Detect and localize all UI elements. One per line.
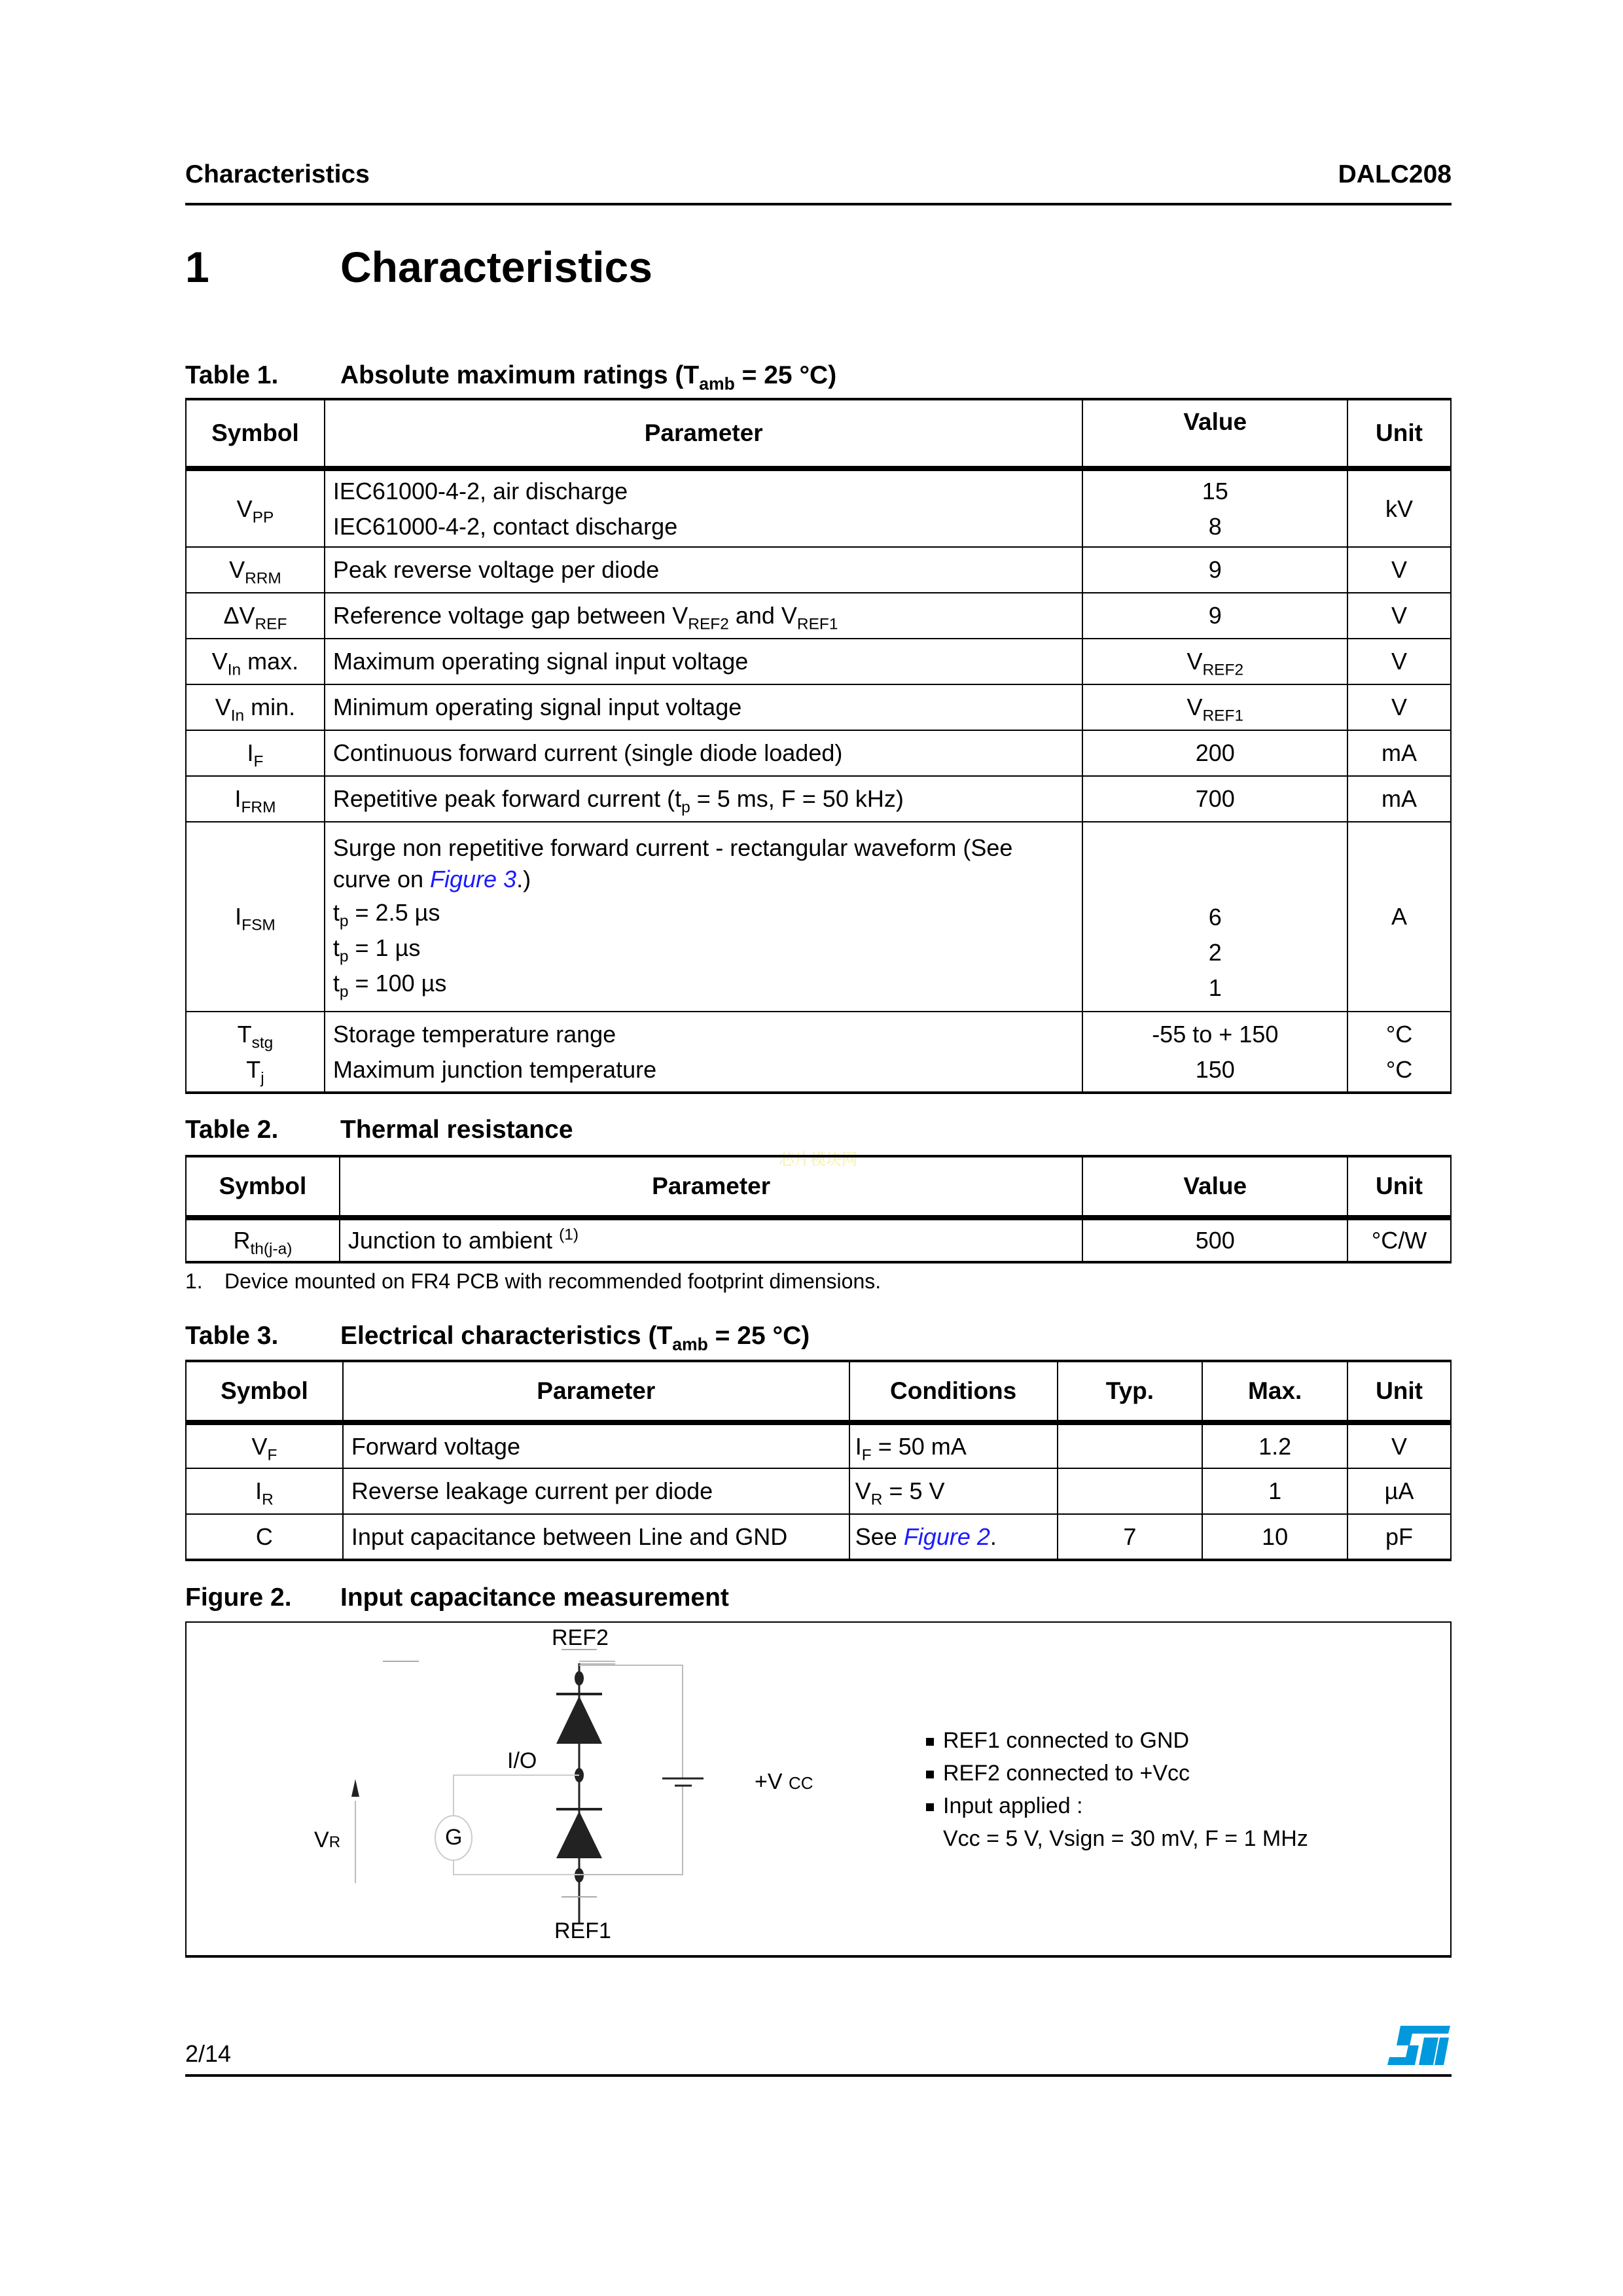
figure-2-link[interactable]: Figure 2 (903, 1523, 990, 1550)
figure-3-link[interactable]: Figure 3 (429, 866, 517, 892)
vcc-main: +V (755, 1769, 783, 1794)
parameter-cell (340, 1218, 1083, 1262)
table2-title: Thermal resistance (340, 1116, 573, 1144)
parameter-cell: Reverse leakage current per diode (343, 1468, 849, 1514)
parameter-text: Reference voltage gap between V (332, 602, 688, 629)
parameter-cell: Maximum operating signal input voltage (325, 639, 1083, 684)
typ-cell: 7 (1058, 1514, 1203, 1560)
symbol (194, 1017, 316, 1052)
table1-label: Table 1. (185, 361, 279, 389)
table-row (186, 822, 1451, 1012)
table1-title-sub: amb (699, 374, 735, 394)
table-row (186, 776, 1451, 822)
condition-text: = 50 mA (871, 1432, 967, 1460)
figure2-label: Figure 2. (185, 1583, 292, 1612)
value: V (1186, 648, 1203, 675)
symbol: I (247, 739, 254, 766)
column-header: Parameter (325, 399, 1083, 468)
parameter-text: curve on (332, 866, 430, 892)
parameter-text: and V (728, 602, 797, 629)
table-row (186, 1468, 1451, 1514)
condition-sub: p (339, 947, 349, 966)
condition-text: See (855, 1523, 904, 1550)
parameter-cell: Minimum operating signal input voltage (325, 684, 1083, 730)
note-item (926, 1822, 1308, 1855)
note-text: REF1 connected to GND (943, 1728, 1190, 1753)
value-cell (1082, 468, 1347, 547)
page-title: Characteristics (340, 243, 652, 291)
node-ref2-icon (575, 1671, 584, 1686)
table-row (186, 1422, 1451, 1468)
symbol: C (255, 1523, 273, 1550)
symbol-sub: In (230, 707, 245, 725)
condition-text: t (332, 970, 340, 997)
symbol-sub: stg (251, 1034, 274, 1052)
condition-sub: F (861, 1446, 872, 1464)
footer-rule (185, 2074, 1452, 2077)
column-header: Unit (1347, 399, 1451, 468)
table3-title-post: = 25 °C) (707, 1322, 810, 1350)
parameter-cell (325, 593, 1083, 639)
condition-text: = 100 µs (348, 970, 447, 997)
label-io: I/O (507, 1748, 537, 1773)
parameter-cell: Peak reverse voltage per diode (325, 547, 1083, 593)
value-sub: REF2 (1202, 661, 1244, 679)
parameter-text: Repetitive peak forward current (t (332, 785, 682, 812)
symbol-cell (186, 1514, 343, 1560)
value-cell (1082, 1012, 1347, 1093)
vcc-sub: CC (789, 1773, 813, 1793)
symbol-cell (186, 1012, 325, 1093)
footnote-number: 1. (185, 1269, 203, 1293)
condition-text: . (990, 1523, 997, 1550)
value: 150 (1195, 1055, 1235, 1083)
label-vcc (755, 1769, 813, 1795)
condition-text: = 2.5 µs (348, 899, 440, 926)
unit-cell: V (1347, 547, 1451, 593)
footnote-text: Device mounted on FR4 PCB with recommended footprint dimensions. (224, 1269, 882, 1293)
parameter-sub: REF1 (796, 615, 838, 633)
column-header: Symbol (186, 1361, 343, 1422)
table-electrical-characteristics (185, 1360, 1452, 1561)
table1-caption (185, 361, 837, 394)
label-ref1: REF1 (554, 1918, 611, 1943)
label-generator: G (445, 1825, 463, 1850)
value-cell (1082, 822, 1347, 1012)
symbol-post: min. (244, 694, 296, 720)
unit-cell: °C/W (1347, 1218, 1451, 1262)
vr-main: V (314, 1828, 329, 1852)
symbol-sub: th(j-a) (250, 1240, 293, 1258)
table-thermal-resistance (185, 1155, 1452, 1263)
parameter-cell (325, 1012, 1083, 1093)
column-header: Symbol (186, 1156, 340, 1218)
unit-cell: V (1347, 684, 1451, 730)
symbol-sub: R (262, 1491, 274, 1509)
value-cell: 500 (1082, 1218, 1347, 1262)
parameter-text: = 5 ms, F = 50 kHz) (690, 785, 904, 812)
table-header-row (186, 1361, 1451, 1422)
table-row (186, 593, 1451, 639)
value-sub: REF1 (1202, 707, 1244, 725)
unit: °C (1385, 1020, 1413, 1048)
symbol-post: max. (241, 648, 299, 675)
table-row (186, 730, 1451, 776)
symbol-cell (186, 730, 325, 776)
parameter-line: Maximum junction temperature (332, 1055, 657, 1083)
parameter-text: .) (516, 866, 531, 892)
symbol-sub: j (260, 1069, 264, 1087)
symbol-main: T (237, 1020, 252, 1048)
unit-cell: V (1347, 1422, 1451, 1468)
symbol-cell (186, 822, 325, 1012)
column-header: Unit (1347, 1156, 1451, 1218)
symbol: I (255, 1477, 262, 1504)
table-row (186, 547, 1451, 593)
parameter-line: Surge non repetitive forward current - rectangular waveform (See (332, 834, 1013, 861)
typ-cell (1058, 1422, 1203, 1468)
value: 2 (1208, 939, 1222, 966)
table-row (186, 1218, 1451, 1262)
symbol: V (251, 1432, 268, 1460)
value-cell (1082, 639, 1347, 684)
table1-title: Absolute maximum ratings (T (340, 361, 700, 389)
table2-footnote (185, 1269, 881, 1294)
table-header-row (186, 399, 1451, 468)
condition-line (333, 966, 1075, 1001)
parameter-cell (325, 822, 1083, 1012)
symbol-cell (186, 1218, 340, 1262)
symbol: I (234, 785, 241, 812)
symbol-main: T (246, 1055, 261, 1083)
conditions-cell (849, 1468, 1058, 1514)
symbol-sub: F (267, 1446, 277, 1464)
column-header: Conditions (849, 1361, 1058, 1422)
column-header: Typ. (1058, 1361, 1203, 1422)
note-text: REF2 connected to +Vcc (943, 1761, 1190, 1786)
condition-text: = 5 V (882, 1477, 945, 1504)
value: V (1186, 694, 1203, 720)
parameter-cell: Continuous forward current (single diode loaded) (325, 730, 1083, 776)
max-cell: 1.2 (1202, 1422, 1347, 1468)
symbol-sub: REF (255, 615, 287, 633)
parameter-line (333, 864, 1075, 895)
bullet-icon (926, 1738, 934, 1746)
max-cell: 1 (1202, 1468, 1347, 1514)
parameter-line: IEC61000-4-2, air discharge (332, 477, 628, 504)
page-number: 2/14 (185, 2040, 232, 2067)
vr-arrow-icon (351, 1779, 359, 1797)
table3-title: Electrical characteristics (T (340, 1322, 673, 1350)
table-row (186, 1012, 1451, 1093)
conditions-cell (849, 1514, 1058, 1560)
symbol-sub: In (227, 661, 241, 679)
conditions-cell (849, 1422, 1058, 1468)
figure2-title: Input capacitance measurement (340, 1583, 729, 1612)
symbol-cell (186, 639, 325, 684)
table2-caption (185, 1116, 573, 1144)
table-row (186, 1514, 1451, 1560)
table3-caption (185, 1322, 810, 1354)
note-text: Vcc = 5 V, Vsign = 30 mV, F = 1 MHz (943, 1826, 1308, 1851)
running-header-part-number: DALC208 (1338, 160, 1452, 188)
table1-title-post: = 25 °C) (734, 361, 837, 389)
table-row (186, 639, 1451, 684)
table-absolute-maximum-ratings (185, 398, 1452, 1094)
typ-cell (1058, 1468, 1203, 1514)
condition-text: t (332, 899, 340, 926)
figure2-notes (926, 1724, 1308, 1855)
max-cell: 10 (1202, 1514, 1347, 1560)
symbol: I (235, 903, 242, 930)
symbol-sub: PP (252, 508, 274, 527)
parameter-sub: REF2 (688, 615, 729, 633)
diode-top-icon (556, 1696, 602, 1744)
symbol-cell (186, 1422, 343, 1468)
column-header: Unit (1347, 1361, 1451, 1422)
unit: °C (1385, 1055, 1413, 1083)
symbol: V (211, 648, 228, 675)
value-cell: 9 (1082, 593, 1347, 639)
symbol-sub: FSM (241, 916, 276, 934)
condition-line (333, 930, 1075, 966)
column-header: Parameter (340, 1156, 1083, 1218)
symbol-cell (186, 684, 325, 730)
value-cell (1082, 684, 1347, 730)
parameter-sub: p (681, 798, 690, 817)
column-header: Symbol (186, 399, 325, 468)
unit-cell: kV (1347, 468, 1451, 547)
table3-label: Table 3. (185, 1322, 279, 1350)
note-item (926, 1724, 1308, 1757)
table3-title-sub: amb (672, 1334, 708, 1354)
parameter-cell (325, 468, 1083, 547)
value: 1 (1208, 974, 1222, 1001)
value-cell: 200 (1082, 730, 1347, 776)
symbol: R (233, 1227, 251, 1254)
note-item (926, 1790, 1308, 1822)
symbol-cell (186, 547, 325, 593)
condition-text: = 1 µs (348, 934, 421, 961)
value-cell: 700 (1082, 776, 1347, 822)
symbol: V (229, 556, 245, 583)
running-header-section: Characteristics (185, 160, 370, 188)
symbol: V (236, 495, 253, 522)
parameter-cell: Input capacitance between Line and GND (343, 1514, 849, 1560)
figure2-caption (185, 1583, 729, 1612)
footnote-ref[interactable]: (1) (559, 1226, 579, 1244)
bullet-icon (926, 1771, 934, 1778)
unit-cell: mA (1347, 776, 1451, 822)
condition-line (333, 895, 1075, 930)
value: -55 to + 150 (1152, 1020, 1279, 1048)
unit-cell: V (1347, 639, 1451, 684)
parameter-line: Storage temperature range (332, 1020, 616, 1048)
condition-text: t (332, 934, 340, 961)
value: 8 (1208, 512, 1222, 540)
value: 15 (1202, 477, 1228, 504)
watermark-text: 芯片模块网 (779, 1151, 857, 1169)
unit-cell: V (1347, 593, 1451, 639)
diode-bottom-icon (556, 1811, 602, 1858)
st-logo-icon (1386, 2026, 1452, 2069)
symbol: ΔV (223, 602, 255, 629)
symbol-sub: F (253, 752, 264, 771)
parameter-cell (325, 776, 1083, 822)
unit-cell: pF (1347, 1514, 1451, 1560)
symbol: V (215, 694, 231, 720)
header-rule (185, 203, 1452, 205)
parameter-cell: Forward voltage (343, 1422, 849, 1468)
value: 6 (1208, 904, 1222, 930)
condition-sub: R (870, 1491, 883, 1509)
note-text: Input applied : (943, 1793, 1083, 1818)
column-header: Parameter (343, 1361, 849, 1422)
column-header: Max. (1202, 1361, 1347, 1422)
unit-cell: A (1347, 822, 1451, 1012)
condition-text: I (855, 1432, 862, 1460)
symbol-cell (186, 468, 325, 547)
note-item (926, 1757, 1308, 1790)
condition-sub: p (339, 912, 349, 930)
parameter-line: IEC61000-4-2, contact discharge (332, 512, 678, 540)
unit-cell: mA (1347, 730, 1451, 776)
vr-sub: R (329, 1833, 341, 1851)
column-header: Value (1082, 399, 1347, 468)
label-vr (314, 1828, 340, 1853)
symbol-cell (186, 593, 325, 639)
table2-label: Table 2. (185, 1116, 279, 1144)
symbol-cell (186, 776, 325, 822)
parameter-text: Junction to ambient (348, 1227, 560, 1254)
condition-text: V (855, 1477, 871, 1504)
condition-sub: p (339, 983, 349, 1001)
symbol-sub: RRM (245, 569, 281, 588)
unit-cell (1347, 1012, 1451, 1093)
bullet-icon (926, 1803, 934, 1811)
symbol (194, 1052, 316, 1087)
table-row (186, 468, 1451, 547)
symbol-sub: FRM (241, 798, 276, 817)
unit-cell: µA (1347, 1468, 1451, 1514)
section-number: 1 (185, 243, 209, 291)
table-header-row (186, 1156, 1451, 1218)
value-cell: 9 (1082, 547, 1347, 593)
label-ref2: REF2 (552, 1625, 609, 1650)
symbol-cell (186, 1468, 343, 1514)
column-header: Value (1082, 1156, 1347, 1218)
table-row (186, 684, 1451, 730)
